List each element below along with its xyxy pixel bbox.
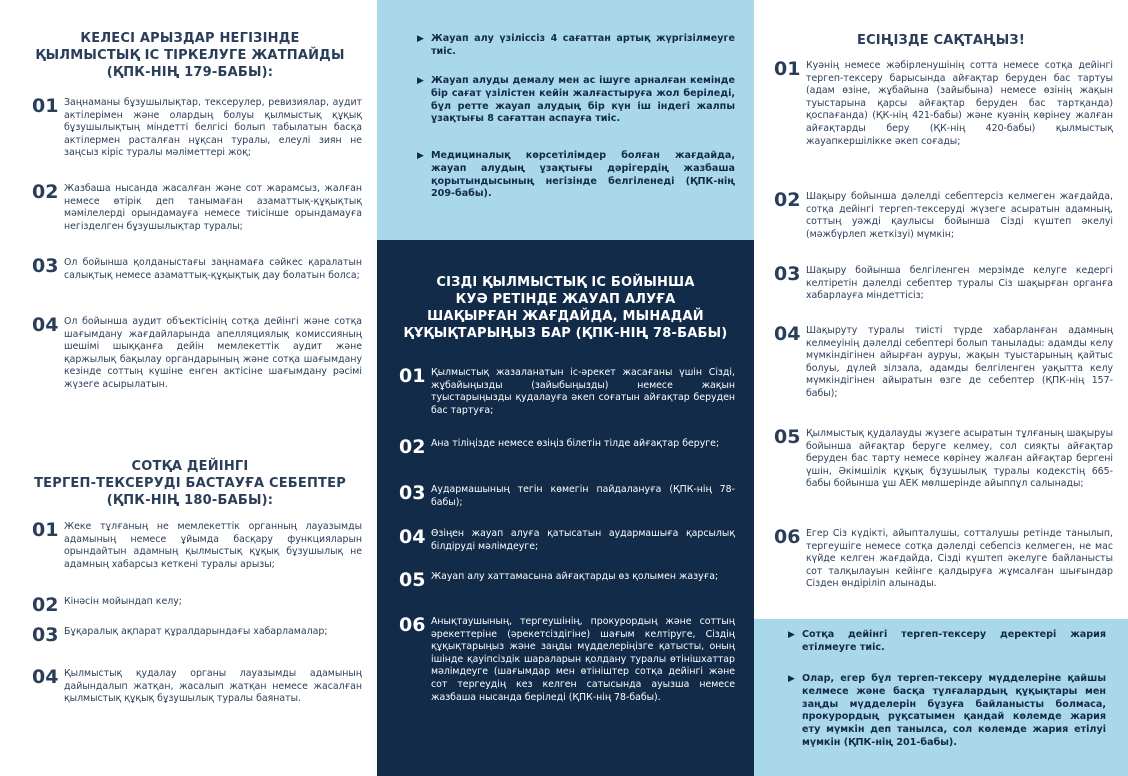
item-text: Егер Сіз күдікті, айыпталушы, сотталушы ретінде танылып, тергеушіге немесе сотқа дәлелді себепсіз келмеген, не мас күйде келген жағдайда, Сізді күштеп әкелуге байланысты сот талқылауын кейінге қалдыруға жұмсалған шығындар Сізден өндіріліп алынады. — [806, 528, 1113, 590]
item-number: 04 — [399, 526, 426, 548]
item-number: 02 — [774, 189, 801, 211]
item-number: 06 — [774, 526, 801, 548]
triangle-bullet-icon: ▶ — [788, 674, 795, 684]
heading-line: ҚЫЛМЫСТЫҚ ІС ТІРКЕЛУГЕ ЖАТПАЙДЫ — [35, 48, 345, 63]
confidentiality-panel — [754, 619, 1128, 776]
section-heading-investigation-reasons — [20, 458, 360, 509]
bullet-item — [417, 33, 735, 59]
item-number: 04 — [32, 314, 59, 336]
bullet-text: Олар, егер бұл тергеп-тексеру мүдделеріне қайшы келмесе және басқа тұлғалардың құқықтары мен заңды мүдделерін бұзуға байланысты болмаса, прокурордың рұқсатымен қандай көлемде жария ету мүмкін деп танылса, сол көлемде жария етілуі мүмкін (ҚПК-нің 201-бабы). — [802, 673, 1106, 748]
heading-line: ШАҚЫРҒАН ЖАҒДАЙДА, МЫНАДАЙ — [427, 309, 704, 324]
item-text: Өзіңен жауап алуға қатысатын аудармашыға қарсылық білдіруді мәлімдеуге; — [431, 528, 735, 552]
list-item — [399, 367, 735, 417]
section-heading-not-registered — [20, 30, 360, 81]
item-text: Ол бойынша аудит объектісінің сотқа дейінгі және сотқа шағымдану жағдайларында апелляциялық комиссияның шешімі шыққанға дейін мемлекеттік аудит және қаржылық бақылау органдарының және сотқа шағымдану кезінде соттың күшіне енген актісіне шағымдану рәсімі жүзеге асырылатын. — [64, 316, 362, 390]
triangle-bullet-icon: ▶ — [417, 151, 424, 161]
item-number: 02 — [399, 436, 426, 458]
item-text: Шақыру бойынша белгіленген мерзімде келуге кедергі келтіретін дәлелді себептер туралы Сіз шақырған органға хабарлауға міндеттісіз; — [806, 265, 1113, 302]
heading-line: ҚҰҚЫҚТАРЫҢЫЗ БАР (ҚПК-НІҢ 78-БАБЫ) — [403, 326, 728, 341]
heading-line: (ҚПК-НІҢ 179-БАБЫ): — [106, 65, 274, 80]
bullet-item — [788, 629, 1106, 655]
list-item — [32, 596, 362, 615]
list-item — [32, 521, 362, 571]
heading-line: КЕЛЕСІ АРЫЗДАР НЕГІЗІНДЕ — [80, 31, 300, 46]
item-text: Аудармашының тегін көмегін пайдалануға (ҚПК-нің 78-бабы); — [431, 484, 735, 508]
item-number: 04 — [774, 323, 801, 345]
list-item — [399, 571, 735, 590]
list-item — [774, 60, 1113, 148]
item-number: 03 — [32, 624, 59, 646]
triangle-bullet-icon: ▶ — [417, 34, 424, 44]
item-text: Ол бойынша қолданыстағы заңнамаға сәйкес қаралатын салықтық немесе азаматтық-құқықтық дау болатын болса; — [64, 257, 362, 281]
item-number: 05 — [774, 426, 801, 448]
bullet-text: Медициналық көрсетілімдер болған жағдайда, жауап алудың ұзақтығы дәрігердің жазбаша қорытындысының негізінде белгіленеді (ҚПК-нің 209-бабы). — [431, 150, 735, 200]
right-column — [754, 0, 1128, 776]
triangle-bullet-icon: ▶ — [417, 76, 424, 86]
list-item — [32, 257, 362, 282]
list-item — [32, 626, 362, 645]
item-number: 01 — [32, 519, 59, 541]
left-column — [0, 0, 377, 776]
list-item — [774, 325, 1113, 401]
section-heading-remember: ЕСІҢІЗДЕ САҚТАҢЫЗ! — [856, 33, 1025, 48]
bullet-text: Жауап алуды демалу мен ас ішуге арналған кемінде бір сағат үзілістен кейін жалғастыруға жол беріледі, бұл ретте жауап алудың бір күн іш індегі жалпы ұзақтығы 8 сағаттан аспауға тиіс. — [431, 75, 735, 125]
item-number: 03 — [774, 263, 801, 285]
list-item — [32, 97, 362, 160]
item-text: Анықтаушының, тергеушінің, прокурордың және соттың әрекеттеріне (әрекетсіздігіне) шағым келтіруге, Сіздің құқықтарыңыз және заңды мүдделеріңізге қатысты, оның ішінде қауіпсіздік шараларын қолдану туралы өтінішхаттар мәлімдеуге (шағымдар мен өтініштер сотқа дейінгі және сот тергеудің кез келген сатысында ауызша немесе жазбаша нысанда беріледі (ҚПК-нің 78-бабы). — [431, 616, 735, 703]
list-item — [399, 438, 735, 457]
triangle-bullet-icon: ▶ — [788, 630, 795, 640]
item-number: 01 — [32, 95, 59, 117]
item-text: Қылмыстық жазаланатын іс-әрекет жасағаны үшін Сізді, жұбайыңызды (зайыбыңызды) немесе жақын туыстарыңызды қудалауға әкеп соғатын айғақтар беруден бас тартуға; — [431, 367, 735, 416]
item-text: Ана тіліңізде немесе өзіңіз білетін тілде айғақтар беруге; — [431, 438, 720, 449]
bullet-item — [417, 150, 735, 201]
list-item — [774, 528, 1113, 591]
item-text: Қылмыстық қудалау органы лауазымды адамының дайындалып жатқан, жасалып жатқан немесе жасалған қылмыстық құқық бұзушылық туралы баянаты. — [64, 668, 362, 705]
list-item — [399, 616, 735, 704]
list-item — [399, 484, 735, 509]
item-number: 04 — [32, 666, 59, 688]
heading-line: (ҚПК-НІҢ 180-БАБЫ): — [106, 493, 274, 508]
heading-line: КУӘ РЕТІНДЕ ЖАУАП АЛУҒА — [455, 292, 676, 307]
item-text: Шақыру бойынша дәлелді себептерсіз келмеген жағдайда, сотқа дейінгі тергеп-тексеруді жүзеге асыратын адамның, соттың уәжді қаулысы бойынша Сізді күштеп әкелуі (мәжбүрлеп жеткізуі) мүмкін; — [806, 191, 1113, 240]
witness-rights-panel — [377, 240, 754, 776]
middle-column — [377, 0, 754, 776]
interrogation-rules-panel — [377, 0, 754, 240]
item-text: Шақыруту туралы тиісті түрде хабарланған адамның келмеуінің дәлелді себептері болып танылады: адамды келу мүмкіндігінен айырған ауруы, жақын туыстарының қайтыс болуы, дүлей зілзала, адамды белгіленген уақытта келу мүмкіндігінен айыратын өзге де себептер (ҚПК-нің 157-бабы); — [806, 325, 1113, 399]
bullet-text: Жауап алу үзіліссіз 4 сағаттан артық жүргізілмеуге тиіс. — [431, 33, 735, 57]
list-item — [774, 428, 1113, 491]
bullet-text: Сотқа дейінгі тергеп-тексеру деректері жария етілмеуге тиіс. — [802, 629, 1106, 653]
item-text: Кінәсін мойындап келу; — [64, 596, 182, 607]
bullet-item — [417, 75, 735, 126]
bullet-item — [788, 673, 1106, 750]
list-item — [774, 265, 1113, 303]
item-number: 05 — [399, 569, 426, 591]
list-item — [774, 191, 1113, 241]
item-text: Жауап алу хаттамасына айғақтарды өз қолымен жазуға; — [431, 571, 719, 582]
item-number: 03 — [32, 255, 59, 277]
item-text: Заңнаманы бұзушылықтар, тексерулер, ревизиялар, аудит актілерімен және олардың болуы қылмыстық құқық бұзушылықтың міндетті белгісі болып табылатын басқа актілермен расталған нұқсан туралы, елеулі зиян не заңсыз кіріс туралы мәліметтері жоқ; — [64, 97, 362, 159]
item-number: 06 — [399, 614, 426, 636]
item-number: 02 — [32, 181, 59, 203]
list-item — [32, 316, 362, 392]
item-text: Жеке тұлғаның не мемлекеттік органның лауазымды адамының немесе ұйымда басқару функцияларын орындайтын адамның қылмыстық құқық бұзушылық не адамның хабарсыз кеткені туралы арызы; — [64, 521, 362, 570]
item-number: 01 — [774, 58, 801, 80]
item-number: 01 — [399, 365, 426, 387]
item-text: Қылмыстық қудалауды жүзеге асыратын тұлғаның шақыруы бойынша айғақтар беруге келмеу, сол сияқты айғақтар беруден бас тарту немесе көрінеу жалған айғақтар бергені үшін, Әкімшілік құқық бұзушылық туралы кодекстің 665-бабы бойынша ұш АЕК мөлшерінде айыппұл салынады; — [806, 428, 1113, 490]
item-text: Куәнің немесе жәбірленушінің сотта немесе сотқа дейінгі тергеп-тексеру барысында айғақтар беруден бас тартуы (адам өзіне, жұбайына (зайыбына) немесе өзінің жақын туыстарына қарсы айғақтар беруден бас тартқанда) қоспағанда) (ҚК-нің 421-бабы) және куәнің көрінеу жалған айғақтарды беру (ҚК-нің 420-бабы) қылмыстық жауапкершілікке әкеп соғады; — [806, 60, 1113, 147]
heading-line: СОТҚА ДЕЙІНГІ — [131, 459, 249, 474]
list-item — [399, 528, 735, 553]
item-text: Жазбаша нысанда жасалған және сот жарамсыз, жалған немесе өтірік деп танымаған азаматтық-құқықтық мәмілелерді орындамауға немесе тиісінше орындамауға негізделген бұзушылықтар туралы; — [64, 183, 362, 232]
item-number: 02 — [32, 594, 59, 616]
heading-line: СІЗДІ ҚЫЛМЫСТЫҚ ІС БОЙЫНША — [436, 275, 695, 290]
heading-line: ТЕРГЕП-ТЕКСЕРУДІ БАСТАУҒА СЕБЕПТЕР — [34, 476, 346, 491]
item-text: Бұқаралық ақпарат құралдарындағы хабарламалар; — [64, 626, 328, 637]
list-item — [32, 668, 362, 706]
item-number: 03 — [399, 482, 426, 504]
section-heading-witness-rights — [397, 274, 734, 342]
list-item — [32, 183, 362, 233]
